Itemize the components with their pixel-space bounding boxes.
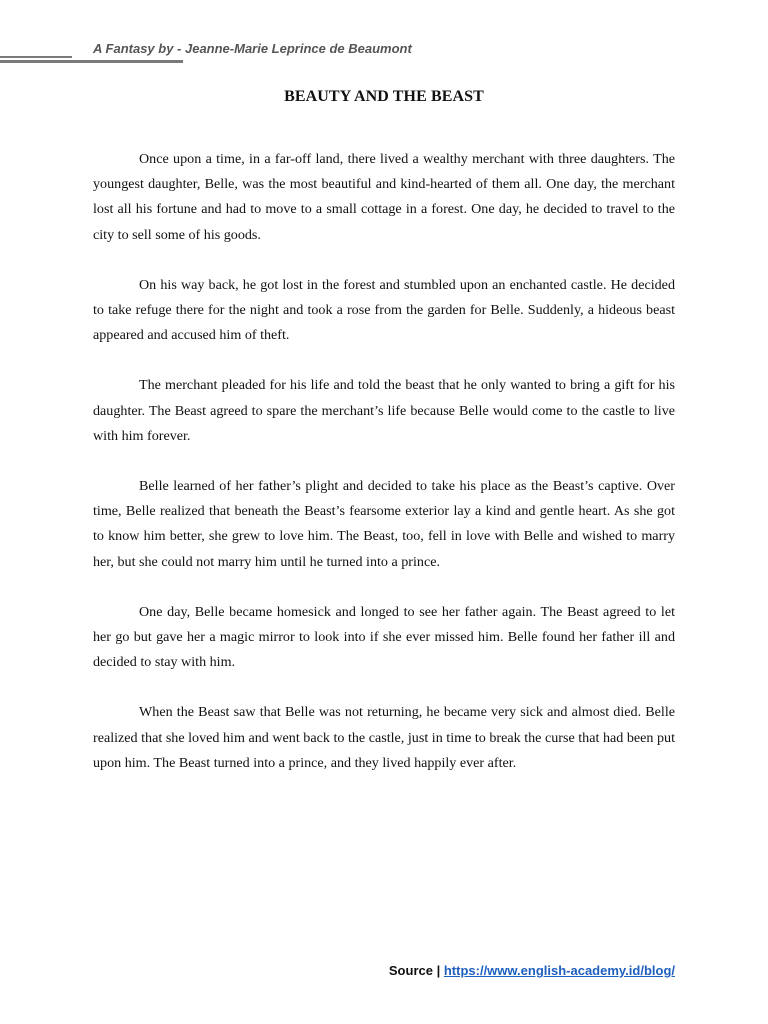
paragraph-5: One day, Belle became homesick and longed to see her father again. The Beast agreed to let her go but gave her a magic mirror to look into if she ever missed him. Belle found her father ill and decided to stay with him.: [93, 603, 675, 671]
source-link[interactable]: https://www.english-academy.id/blog/: [443, 963, 675, 978]
paragraph-6: When the Beast saw that Belle was not returning, he became very sick and almost died. Belle realized that she loved him and went back to the castle, just in time to break the curse that had been put upon him. The Beast turned into a prince, and they lived happily ever after.: [93, 704, 675, 771]
header-rule-long: [0, 60, 183, 63]
source-footer: [389, 963, 675, 978]
story-body: [93, 147, 675, 801]
running-head: A Fantasy by - Jeanne-Marie Leprince de Beaumont: [93, 41, 412, 56]
document-title: BEAUTY AND THE BEAST: [284, 88, 484, 105]
paragraph-4: Belle learned of her father’s plight and decided to take his place as the Beast’s captive. Over time, Belle realized that beneath the Beast’s fearsome exterior lay a kind and gentle heart. As she got to know him better, she grew to love him. The Beast, too, fell in love with Belle and wished to marry her, but she could not marry him until he turned into a prince.: [93, 478, 675, 570]
source-label: Source: [388, 963, 433, 978]
source-separator: |: [436, 963, 441, 978]
paragraph-1: Once upon a time, in a far-off land, there lived a wealthy merchant with three daughters. The youngest daughter, Belle, was the most beautiful and kind-hearted of them all. One day, the merchant lost all his fortune and had to move to a small cottage in a forest. One day, he decided to travel to the city to sell some of his goods.: [93, 151, 675, 243]
paragraph-2: On his way back, he got lost in the forest and stumbled upon an enchanted castle. He decided to take refuge there for the night and took a rose from the garden for Belle. Suddenly, a hideous beast appeared and accused him of theft.: [93, 276, 675, 344]
header-rule-short: [0, 56, 72, 58]
paragraph-3: The merchant pleaded for his life and told the beast that he only wanted to bring a gift for his daughter. The Beast agreed to spare the merchant’s life because Belle would come to the castle to live with him forever.: [93, 377, 675, 444]
